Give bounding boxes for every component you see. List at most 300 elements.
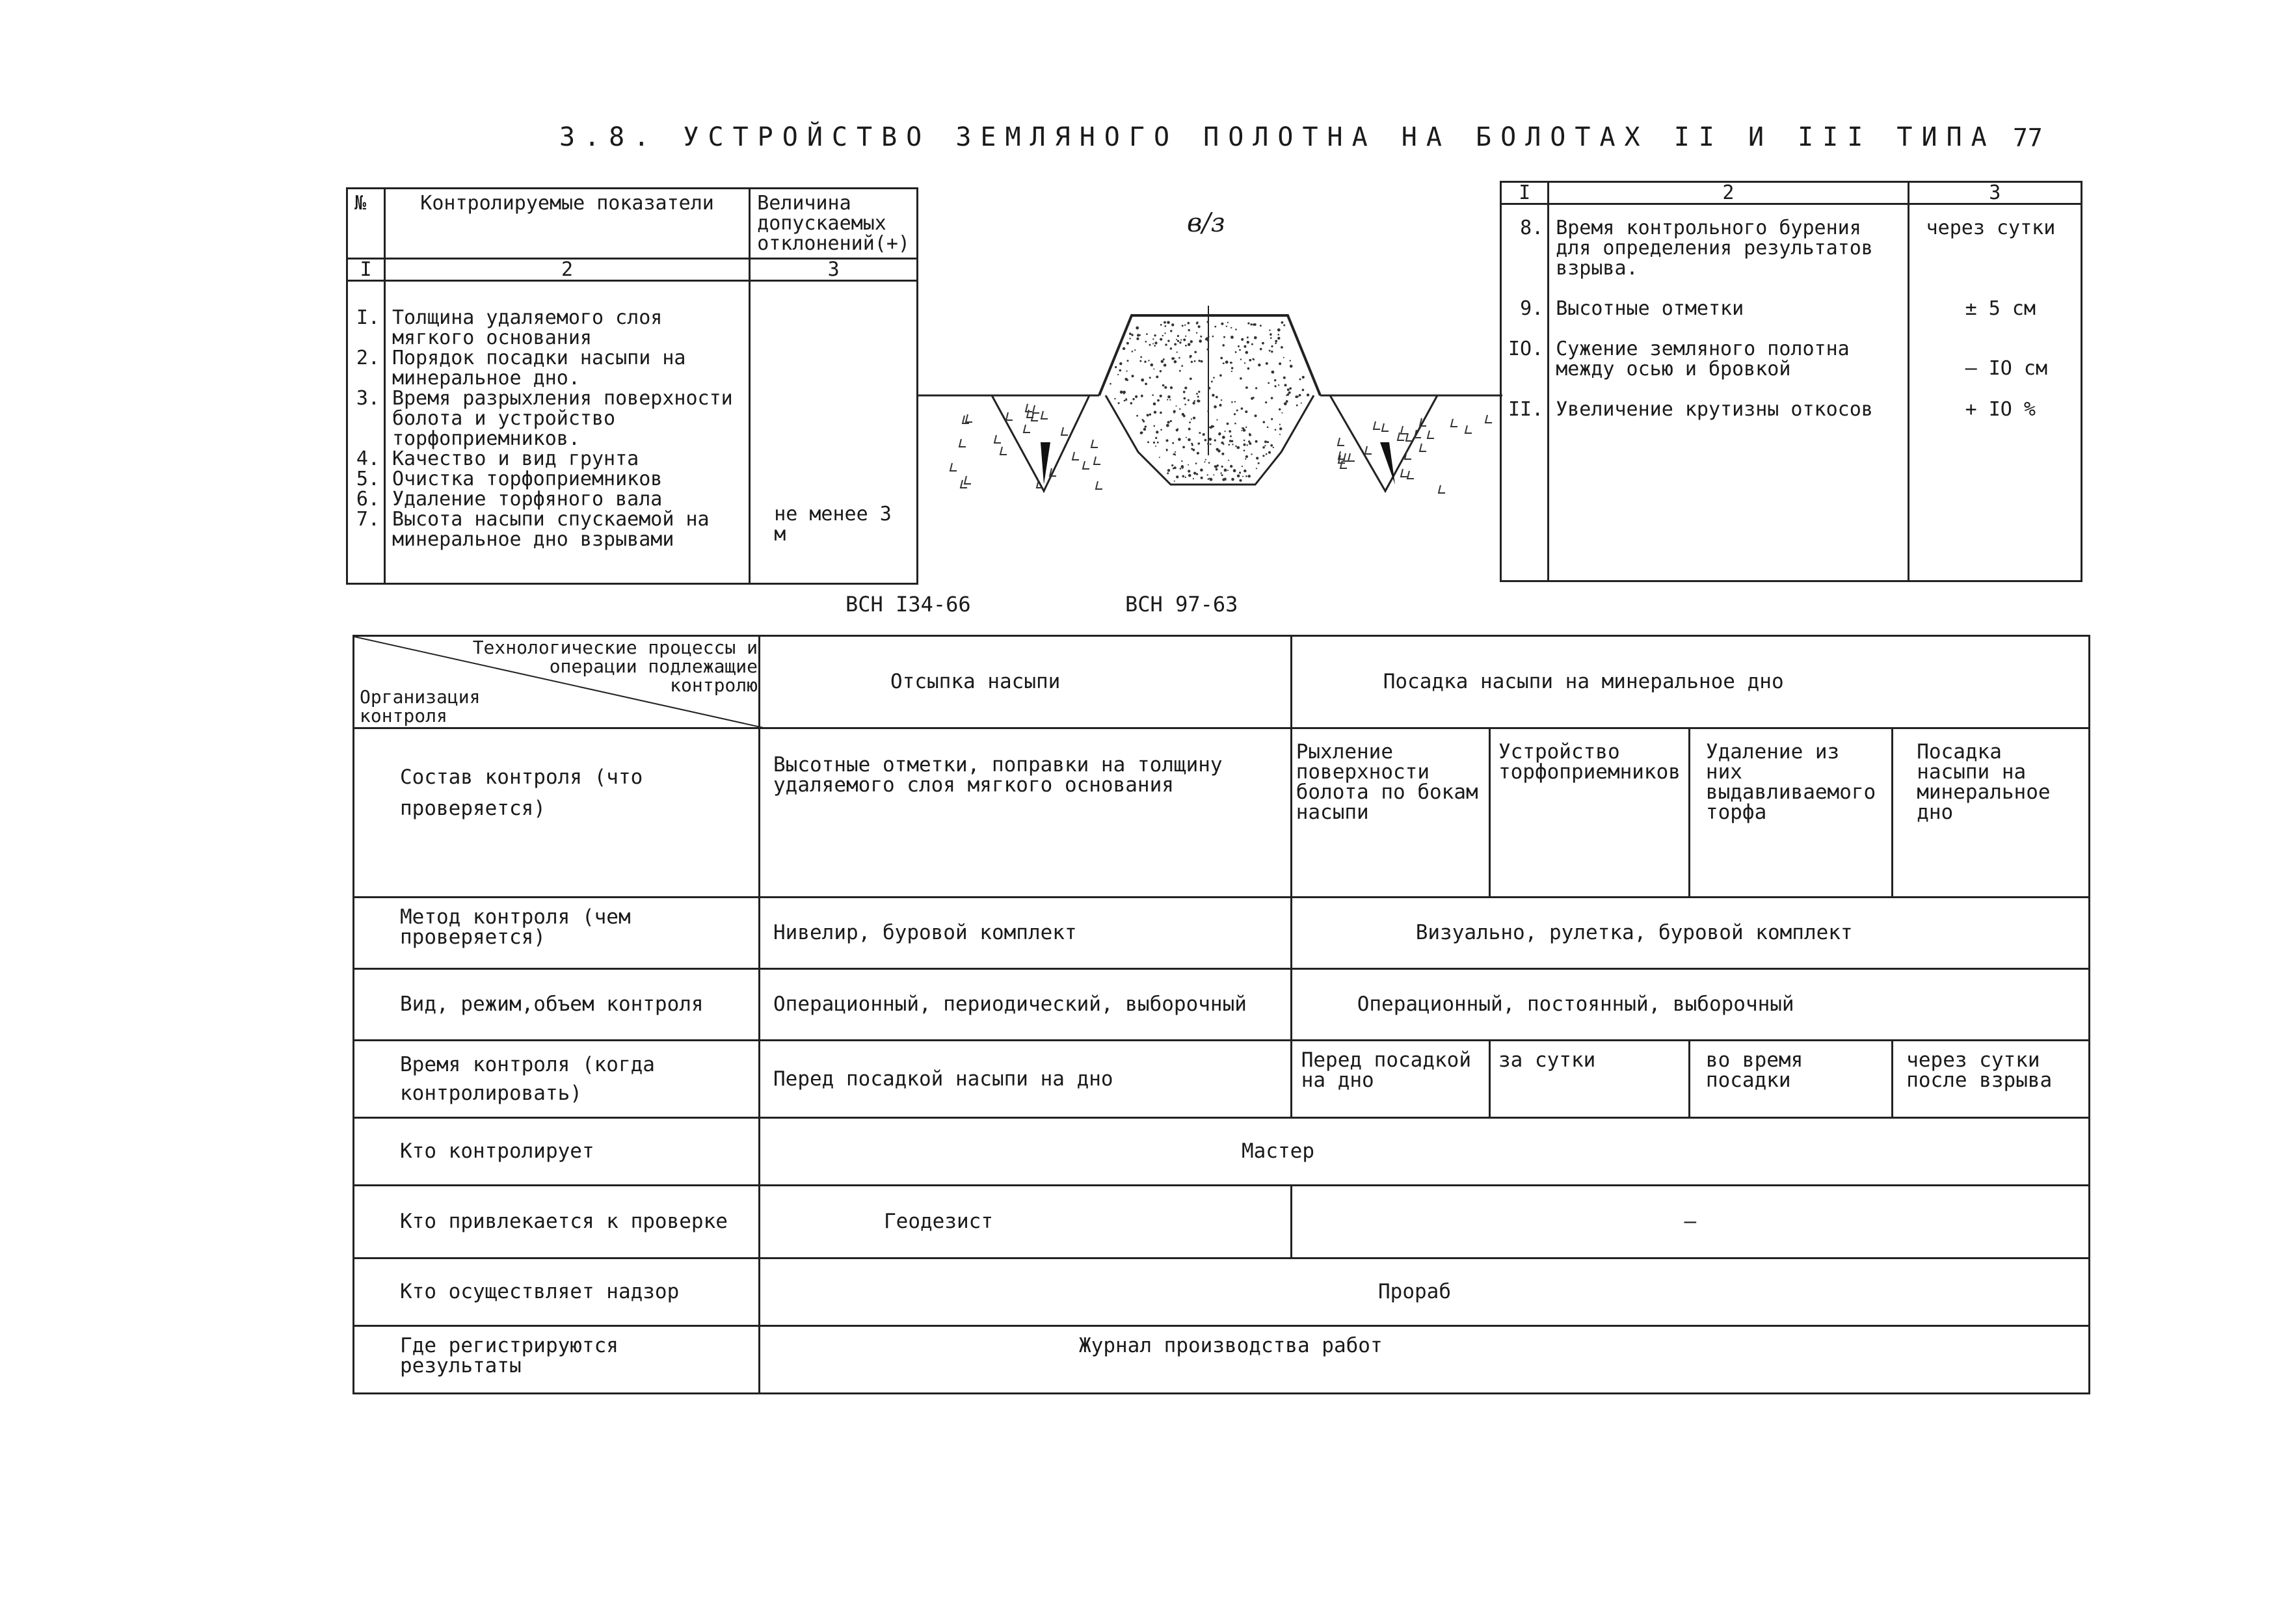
composition-sub-4: Посадка насыпи на минеральное дно	[1893, 728, 2090, 898]
col-head-fill: Отсыпка насыпи	[760, 636, 1292, 728]
soil-dot	[1204, 439, 1207, 442]
supervision-value: Прораб	[760, 1258, 2090, 1326]
soil-dot	[1251, 453, 1252, 455]
item-number: 5.	[356, 468, 380, 490]
peat-symbol	[1401, 469, 1407, 477]
item-value: – IO см	[1965, 357, 2048, 380]
soil-dot	[1255, 387, 1257, 389]
soil-dot	[1159, 457, 1160, 458]
peat-symbol	[1000, 447, 1007, 455]
soil-dot	[1118, 402, 1120, 404]
col-number-3: 3	[1908, 182, 2081, 204]
soil-dot	[1240, 358, 1242, 360]
item-7-tolerance: не менее 3 м	[750, 281, 918, 584]
peat-symbol	[964, 476, 971, 484]
soil-dot	[1200, 336, 1202, 338]
soil-dot	[1290, 360, 1291, 361]
soil-dot	[1149, 414, 1151, 416]
soil-dot	[1241, 407, 1244, 410]
soil-dot	[1173, 358, 1175, 360]
soil-dot	[1154, 425, 1156, 427]
soil-dot	[1157, 442, 1159, 444]
soil-dot	[1166, 424, 1169, 427]
row-label-mode: Вид, режим,объем контроля	[354, 969, 760, 1041]
method-settle: Визуально, рулетка, буровой комплект	[1291, 898, 2089, 969]
item-number: 7.	[356, 508, 380, 531]
soil-dot	[1151, 364, 1154, 367]
who-involved-fill: Геодезист	[760, 1186, 1292, 1258]
soil-dot	[1193, 478, 1194, 479]
soil-dot	[1183, 339, 1186, 341]
soil-dot	[1179, 370, 1181, 372]
soil-dot	[1267, 427, 1269, 429]
composition-sub-3: Удаление из них выдавливаемого торфа	[1689, 728, 1892, 898]
soil-dot	[1136, 326, 1139, 330]
time-sub-1: Перед посадкой на дно	[1291, 1041, 1489, 1118]
soil-dot	[1145, 425, 1147, 427]
soil-dot	[1141, 379, 1144, 382]
soil-dot	[1258, 462, 1260, 464]
soil-dot	[1182, 475, 1185, 478]
soil-dot	[1266, 453, 1268, 455]
soil-dot	[1201, 477, 1203, 479]
norm-reference-left: ВСН I34-66	[845, 592, 971, 617]
soil-dot	[1275, 429, 1277, 431]
soil-dot	[1194, 400, 1196, 402]
time-sub-4: через сутки после взрыва	[1893, 1041, 2090, 1118]
soil-dot	[1135, 395, 1137, 398]
soil-dot	[1208, 336, 1210, 338]
embankment-cross-section-diagram	[917, 195, 1502, 520]
time-fill: Перед посадкой насыпи на дно	[760, 1041, 1292, 1118]
soil-dot	[1188, 438, 1191, 442]
soil-dot	[1221, 323, 1223, 325]
composition-sub-1: Рыхление поверхности болота по бокам насыпи	[1291, 728, 1489, 898]
soil-dot	[1178, 438, 1181, 441]
soil-dot	[1235, 328, 1237, 330]
soil-dot	[1236, 410, 1238, 412]
soil-dot	[1213, 474, 1214, 475]
item-number: 6.	[356, 488, 380, 511]
soil-dot	[1249, 434, 1251, 436]
soil-dot	[1266, 362, 1268, 365]
soil-dot	[1145, 341, 1147, 343]
soil-dot	[1244, 444, 1246, 446]
soil-dot	[1223, 444, 1224, 445]
col-number-2: 2	[1549, 182, 1908, 204]
soil-dot	[1193, 472, 1196, 474]
soil-dot	[1214, 405, 1217, 408]
soil-dot	[1170, 330, 1172, 332]
soil-dot	[1141, 432, 1143, 434]
col-number-2: 2	[384, 259, 749, 281]
soil-dot	[1167, 472, 1169, 474]
soil-dot	[1277, 337, 1280, 339]
page-title: 3.8. УСТРОЙСТВО ЗЕМЛЯНОГО ПОЛОТНА НА БОЛОТАХ II И III ТИПА	[559, 122, 1996, 152]
soil-dot	[1244, 362, 1245, 364]
soil-dot	[1242, 427, 1244, 429]
soil-dot	[1208, 478, 1210, 480]
soil-dot	[1262, 342, 1264, 345]
soil-dot	[1277, 334, 1279, 336]
peat-symbol	[1024, 425, 1030, 433]
soil-dot	[1155, 437, 1157, 439]
soil-dot	[1234, 423, 1236, 425]
col-number-3: 3	[750, 259, 918, 281]
soil-dot	[1228, 460, 1229, 461]
mode-settle: Операционный, постоянный, выборочный	[1291, 969, 2089, 1041]
soil-dot	[1221, 474, 1223, 476]
soil-dot	[1281, 321, 1284, 324]
item-text: Увеличение крутизны откосов	[1556, 398, 1873, 421]
soil-dot	[1206, 349, 1208, 351]
peat-symbol	[959, 439, 966, 447]
soil-dot	[1160, 429, 1162, 431]
soil-dot	[1233, 469, 1236, 472]
item-value: ± 5 см	[1965, 297, 2036, 320]
soil-dot	[1152, 343, 1154, 345]
soil-dot	[1183, 391, 1186, 393]
soil-dot	[1286, 395, 1287, 396]
soil-dot	[1205, 459, 1206, 460]
soil-dot	[1156, 431, 1158, 433]
soil-dot	[1160, 338, 1162, 341]
soil-dot	[1167, 421, 1170, 423]
soil-dot	[1190, 378, 1192, 380]
soil-dot	[1152, 338, 1154, 339]
soil-dot	[1241, 338, 1244, 341]
soil-dot	[1164, 325, 1166, 327]
soil-dot	[1231, 371, 1232, 372]
row-label-who-controls: Кто контролирует	[354, 1118, 760, 1186]
soil-dot	[1154, 345, 1156, 347]
soil-dot	[1132, 351, 1134, 353]
soil-dot	[1212, 394, 1214, 397]
peat-symbol	[966, 414, 972, 422]
soil-dot	[1174, 481, 1175, 482]
soil-dot	[1234, 401, 1236, 403]
soil-dot	[1153, 368, 1154, 369]
col-number-1: I	[347, 259, 385, 281]
peat-symbol	[1465, 425, 1472, 433]
soil-dot	[1131, 334, 1134, 336]
soil-dot	[1146, 333, 1148, 335]
soil-dot	[1198, 360, 1200, 362]
soil-dot	[1191, 418, 1192, 419]
peat-symbol	[1365, 446, 1372, 454]
soil-dot	[1181, 365, 1183, 367]
soil-dot	[1227, 470, 1229, 471]
soil-dot	[1197, 321, 1199, 323]
soil-dot	[1245, 410, 1247, 413]
soil-dot	[1119, 362, 1122, 365]
soil-dot	[1244, 345, 1246, 348]
soil-dot	[1216, 448, 1219, 451]
soil-dot	[1263, 421, 1266, 423]
soil-dot	[1124, 400, 1126, 402]
soil-dot	[1254, 336, 1257, 339]
soil-dot	[1176, 429, 1178, 431]
soil-dot	[1188, 399, 1190, 401]
soil-dot	[1188, 343, 1191, 346]
soil-dot	[1126, 342, 1129, 345]
soil-dot	[1148, 360, 1149, 361]
soil-dot	[1235, 446, 1237, 447]
peat-symbol	[1420, 444, 1426, 451]
soil-dot	[1185, 477, 1186, 478]
soil-dot	[1207, 474, 1208, 475]
soil-dot	[1161, 360, 1164, 364]
soil-dot	[1216, 396, 1218, 399]
soil-dot	[1206, 321, 1208, 323]
soil-dot	[1132, 375, 1134, 377]
item-number: I.	[356, 306, 380, 329]
soil-dot	[1216, 468, 1218, 471]
soil-dot	[1196, 473, 1198, 475]
peat-symbols	[950, 404, 1492, 493]
soil-dot	[1244, 449, 1245, 451]
soil-dot	[1162, 335, 1164, 336]
soil-dot	[1143, 428, 1146, 431]
soil-dot	[1230, 465, 1232, 468]
soil-dot	[1249, 442, 1251, 445]
soil-dot	[1268, 382, 1270, 384]
item-number: 9.	[1520, 297, 1544, 320]
soil-dot	[1245, 459, 1246, 460]
row-label-registration: Где регистрируются результаты	[354, 1326, 760, 1394]
soil-dot	[1231, 478, 1234, 481]
soil-dot	[1237, 474, 1240, 477]
soil-dot	[1239, 349, 1241, 351]
soil-dot	[1164, 332, 1165, 334]
soil-dot	[1242, 476, 1244, 477]
soil-dot	[1204, 461, 1205, 462]
soil-dot	[1242, 466, 1243, 467]
col-header-indicators: Контролируемые показатели	[384, 189, 749, 259]
soil-dot	[1299, 394, 1301, 397]
soil-dot	[1203, 433, 1205, 436]
time-sub-3: во время посадки	[1689, 1041, 1892, 1118]
soil-dot	[1214, 465, 1217, 468]
soil-dot	[1270, 444, 1273, 447]
soil-dot	[1137, 334, 1139, 336]
soil-dot	[1174, 360, 1177, 364]
soil-dot	[1245, 475, 1247, 477]
soil-dot	[1275, 385, 1277, 387]
soil-dot	[1186, 437, 1187, 438]
soil-dot	[1179, 408, 1180, 410]
soil-dot	[1270, 338, 1272, 339]
soil-dot	[1184, 386, 1187, 389]
soil-dot	[1222, 436, 1225, 439]
soil-dot	[1273, 447, 1274, 448]
soil-dot	[1279, 362, 1281, 365]
soil-dot	[1140, 356, 1142, 358]
soil-dot	[1144, 361, 1146, 363]
soil-dot	[1245, 455, 1248, 458]
soil-dot	[1225, 431, 1226, 432]
soil-dot	[1185, 336, 1186, 337]
soil-dot	[1181, 460, 1182, 462]
soil-dot	[1227, 423, 1229, 425]
soil-dot	[1240, 377, 1242, 380]
peat-symbol	[1338, 438, 1344, 446]
right-items-texts	[1549, 204, 1908, 581]
soil-dot	[1289, 387, 1292, 390]
soil-dot	[1123, 347, 1125, 350]
soil-dot	[1220, 472, 1221, 473]
soil-dot	[1184, 325, 1186, 326]
soil-dot	[1214, 439, 1216, 441]
soil-dot	[1264, 445, 1266, 446]
soil-dot	[1234, 413, 1236, 415]
soil-dot	[1126, 370, 1128, 371]
soil-dot	[1200, 468, 1203, 472]
col-header-number: №	[347, 189, 385, 259]
right-indicators-table	[1500, 181, 2082, 582]
soil-dot	[1239, 479, 1242, 482]
soil-dot	[1198, 391, 1200, 393]
soil-dot	[1296, 405, 1298, 406]
soil-dot	[1129, 332, 1132, 335]
item-text: Порядок посадки насыпи на минеральное дно.	[392, 347, 686, 390]
soil-dot	[1219, 404, 1221, 406]
composition-sub-2: Устройство торфоприемников	[1489, 728, 1689, 898]
peat-symbol	[1094, 457, 1100, 464]
soil-dot	[1125, 398, 1126, 399]
soil-dot	[1290, 365, 1293, 368]
soil-dot	[1120, 391, 1123, 394]
corner-processes-label: Технологические процессы и операции подлежащие контролю	[472, 637, 758, 696]
row-label-who-involved: Кто привлекается к проверке	[354, 1186, 760, 1258]
soil-dot	[1207, 410, 1208, 412]
corner-organization-label: Организация контроля	[360, 686, 481, 726]
control-organization-table	[353, 635, 2090, 1394]
soil-dot	[1179, 341, 1181, 343]
soil-dot	[1302, 376, 1305, 379]
soil-dot	[1139, 360, 1141, 362]
soil-dot	[1223, 362, 1225, 364]
soil-dot	[1219, 433, 1221, 435]
peat-symbol	[1083, 461, 1089, 469]
soil-dot	[1175, 454, 1176, 455]
method-fill: Нивелир, буровой комплект	[760, 898, 1292, 969]
soil-dot	[1271, 351, 1273, 353]
soil-dot	[1221, 466, 1223, 468]
soil-dot	[1288, 392, 1291, 394]
soil-dot	[1283, 357, 1284, 358]
soil-dot	[1147, 414, 1149, 416]
soil-dot	[1199, 339, 1201, 341]
soil-dot	[1114, 398, 1115, 399]
item-text: Толщина удаляемого слоя мягкого основания	[392, 306, 663, 349]
peat-symbol	[1348, 453, 1355, 461]
peat-symbol	[1451, 419, 1457, 427]
soil-dot	[1188, 474, 1191, 477]
row-label-supervision: Кто осуществляет надзор	[354, 1258, 760, 1326]
soil-dot	[1222, 344, 1225, 347]
soil-dot	[1182, 413, 1184, 416]
soil-dot	[1279, 424, 1281, 425]
soil-dot	[1129, 338, 1130, 339]
soil-dot	[1175, 451, 1176, 453]
soil-dot	[1197, 452, 1199, 455]
col-header-tolerance: Величина допускаемых отклонений(+)	[750, 189, 918, 259]
composition-fill: Высотные отметки, поправки на толщину удаляемого слоя мягкого основания	[760, 728, 1292, 898]
peat-symbol	[1091, 440, 1098, 447]
soil-dot	[1194, 360, 1196, 362]
row-label-composition: Состав контроля (что проверяется)	[354, 728, 760, 898]
soil-dot	[1279, 427, 1282, 430]
soil-dot	[1262, 446, 1265, 449]
soil-dot	[1307, 393, 1309, 396]
soil-dot	[1193, 417, 1195, 419]
peat-symbol	[1072, 452, 1079, 460]
soil-dot	[1249, 359, 1251, 362]
soil-dot	[1117, 374, 1119, 375]
right-items-numbers	[1501, 204, 1549, 581]
soil-dot	[1251, 397, 1253, 400]
soil-dot	[1268, 451, 1271, 454]
soil-dot	[1209, 477, 1210, 479]
soil-dot	[1271, 418, 1273, 420]
soil-dot	[1281, 346, 1283, 349]
soil-dot	[1269, 350, 1271, 352]
soil-dot	[1245, 427, 1247, 428]
soil-dot	[1141, 395, 1143, 397]
soil-dot	[1224, 469, 1227, 472]
soil-dot	[1207, 443, 1209, 445]
soil-dot	[1220, 357, 1223, 360]
time-sub-2: за сутки	[1489, 1041, 1689, 1118]
soil-dot	[1166, 449, 1168, 451]
soil-dot	[1237, 446, 1240, 449]
soil-dot	[1270, 333, 1272, 336]
soil-dot	[1265, 401, 1267, 403]
soil-dot	[1255, 414, 1257, 417]
soil-dot	[1169, 399, 1171, 401]
soil-dot	[1238, 345, 1240, 347]
soil-dot	[1176, 475, 1178, 478]
fill-soil-dots	[1110, 321, 1309, 481]
soil-dot	[1164, 386, 1167, 389]
item-number: II.	[1508, 398, 1544, 421]
soil-dot	[1193, 402, 1195, 405]
soil-dot	[1184, 397, 1186, 400]
soil-dot	[1171, 464, 1173, 466]
soil-dot	[1149, 344, 1151, 346]
soil-dot	[1223, 336, 1225, 338]
soil-dot	[1271, 371, 1275, 374]
soil-dot	[1190, 340, 1193, 343]
corner-diagonal-cell	[354, 636, 760, 728]
soil-dot	[1256, 468, 1257, 469]
who-controls-value: Мастер	[760, 1118, 2090, 1186]
row-label-time: Время контроля (когда контролировать)	[354, 1041, 760, 1118]
soil-dot	[1193, 449, 1195, 451]
soil-dot	[1225, 360, 1229, 364]
soil-dot	[1251, 343, 1253, 345]
soil-dot	[1142, 419, 1144, 421]
soil-dot	[1167, 469, 1170, 472]
soil-dot	[1176, 405, 1177, 406]
soil-dot	[1269, 330, 1270, 331]
soil-dot	[1176, 339, 1177, 340]
left-items-texts	[384, 281, 749, 584]
soil-dot	[1173, 412, 1175, 413]
soil-dot	[1167, 399, 1168, 400]
peat-symbol	[1374, 421, 1380, 429]
